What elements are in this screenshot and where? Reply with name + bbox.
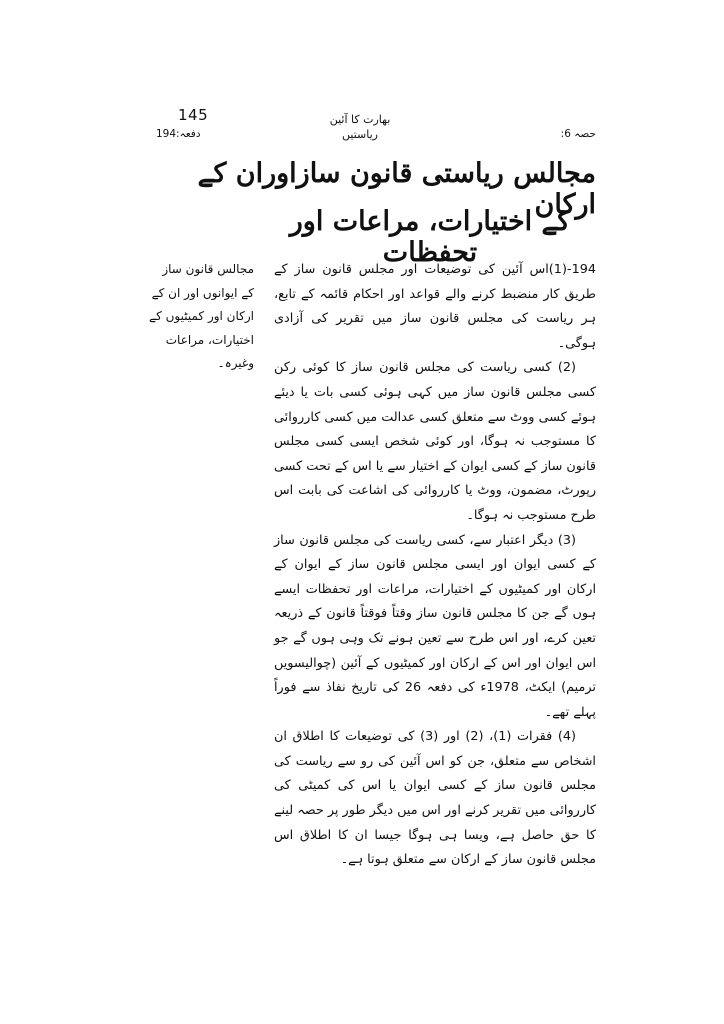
page-number: 145 bbox=[178, 106, 209, 124]
article-body bbox=[274, 258, 596, 873]
paragraph-3: (3) دیگر اعتبار سے، کسی ریاست کی مجلس قانون ساز کے کسی ایوان اور ایسی مجلس قانون ساز کے ایوان کے ارکان اور کمیٹیوں کے اختیارات، مراعات اور تحفظات ایسے ہوں گے جن کا مجلس قانون ساز وقتاً فوقتاً قانون کے ذریعہ تعین کرے، اور اس طرح سے تعین ہونے تک وہی ہوں گے جو اس ایوان اور اس کے ارکان اور کمیٹیوں کے آئین (چوالیسویں ترمیم) ایکٹ، 1978ء کی دفعہ 26 کی تاریخ نفاذ سے فوراً پہلے تھے۔ bbox=[274, 532, 596, 720]
paragraph-1: 194-(1)اس آئین کی توضیعات اور مجلس قانون ساز کے طریق کار منضبط کرنے والے قواعد اور احکام قائمہ کے تابع، ہر ریاست کی مجلس قانون ساز میں تقریر کی آزادی ہوگی۔ bbox=[274, 262, 596, 351]
book-title: بھارت کا آئین bbox=[329, 113, 391, 126]
article-label: دفعہ:194 bbox=[156, 128, 201, 140]
chapter-title: ریاستیں bbox=[342, 128, 378, 141]
paragraph-4: (4) فقرات (1)، (2) اور (3) کی توضیعات کا اطلاق ان اشخاص سے متعلق، جن کو اس آئین کی رو سے ریاست کی مجلس قانون ساز کے کسی ایوان یا اس کی کمیٹی کی کارروائی میں تقریر کرنے اور اس میں دیگر طور پر حصہ لینے کا حق حاصل ہے، ویسا ہی ہوگا جیسا ان کا اطلاق اس مجلس قانون ساز کے ارکان سے متعلق ہوتا ہے۔ bbox=[274, 729, 596, 868]
margin-note: مجالس قانون ساز کے ایوانوں اور ان کے ارکان اور کمیٹیوں کے اختیارات، مراعات وغیرہ۔ bbox=[149, 262, 254, 371]
part-label: حصہ 6: bbox=[560, 128, 596, 140]
section-title-line-1: مجالس ریاستی قانون سازاوران کے ارکان bbox=[197, 158, 596, 220]
section-title-line-2: کے اختیارات، مراعات اور تحفظات bbox=[289, 206, 571, 268]
running-header bbox=[300, 112, 420, 142]
paragraph-2: (2) کسی ریاست کی مجلس قانون ساز کا کوئی رکن کسی مجلس قانون ساز میں کہی ہوئی کسی بات یا دیئے ہوئے کسی ووٹ سے متعلق کسی عدالت میں کسی کارروائی کا مستوجب نہ ہوگا، اور کوئی شخص ایسی کسی مجلس قانون ساز کے کسی ایوان کے اختیار سے یا اس کے تحت کسی رپورٹ، مضمون، ووٹ یا کارروائی کی اشاعت کی بابت اس طرح مستوجب نہ ہوگا۔ bbox=[274, 360, 596, 523]
